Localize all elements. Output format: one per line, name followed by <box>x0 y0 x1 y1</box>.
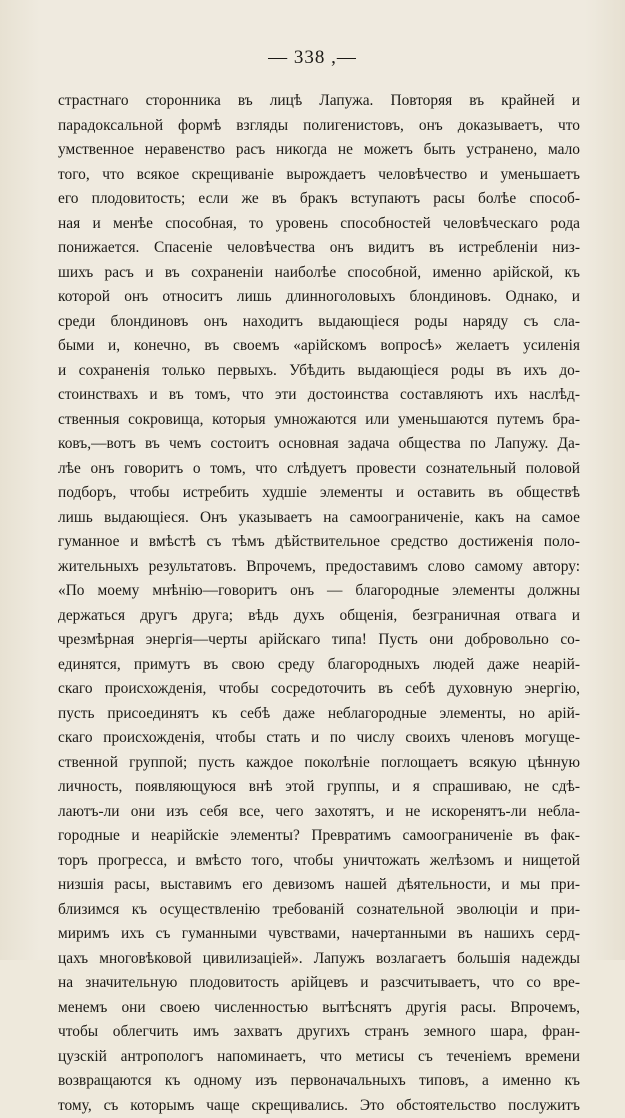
text-line: миримъ ихъ съ гуманными чувствами, начертанными въ нашихъ серд- <box>58 922 580 947</box>
text-line: и сохраненія только первыхъ. Убѣдить выдающіеся роды въ ихъ до- <box>58 359 580 384</box>
text-line: цахъ многовѣковой цивилизаціей». Лапужъ возлагаетъ большія надежды <box>58 947 580 972</box>
text-line: ковъ,—вотъ въ чемъ состоитъ основная задача общества по Лапужу. Да- <box>58 432 580 457</box>
text-line: единятся, примутъ въ свою среду благородныхъ людей даже неарій- <box>58 653 580 678</box>
text-line: тому, съ которымъ чаще скрещивались. Это обстоятельство послужитъ <box>58 1094 580 1118</box>
text-line: страстнаго сторонника въ лицѣ Лапужа. Повторяя въ крайней и <box>58 89 580 114</box>
text-line: подборъ, чтобы истребить худшіе элементы и оставить въ обществѣ <box>58 481 580 506</box>
text-line: близимся къ осуществленію требованій сознательной эволюціи и при- <box>58 898 580 923</box>
text-line: чрезмѣрная энергія—черты арійскаго типа! Пусть они добровольно со- <box>58 628 580 653</box>
text-line: низшія расы, выставимъ его девизомъ нашей дѣятельности, и мы при- <box>58 873 580 898</box>
text-line: понижается. Спасеніе человѣчества онъ видитъ въ истребленіи низ- <box>58 236 580 261</box>
text-line: пусть присоединятъ къ себѣ даже неблагородные элементы, но арій- <box>58 702 580 727</box>
text-line: стоинствахъ и въ томъ, что эти достоинства составляютъ ихъ наслѣд- <box>58 383 580 408</box>
text-line: быми и, конечно, въ своемъ «арійскомъ вопросѣ» желаетъ усиленія <box>58 334 580 359</box>
text-line: менемъ они своею численностью вытѣснятъ другія расы. Впрочемъ, <box>58 996 580 1021</box>
text-line: цузскій антропологъ напоминаетъ, что метисы съ теченіемъ времени <box>58 1045 580 1070</box>
text-line: жительныхъ результатовъ. Впрочемъ, предоставимъ слово самому автору: <box>58 555 580 580</box>
text-line: умственное неравенство расъ никогда не можетъ быть устранено, мало <box>58 138 580 163</box>
text-line: возвращаются къ одному изъ первоначальныхъ типовъ, а именно къ <box>58 1069 580 1094</box>
text-line: ная и менѣе способная, то уровень способностей человѣческаго рода <box>58 212 580 237</box>
text-line: личность, появляющуюся внѣ этой группы, и я спрашиваю, не сдѣ- <box>58 775 580 800</box>
text-line: лѣе онъ говоритъ о томъ, что слѣдуетъ провести сознательный половой <box>58 457 580 482</box>
text-line: торъ прогресса, и вмѣсто того, чтобы уничтожать желѣзомъ и нищетой <box>58 849 580 874</box>
text-line: чтобы облегчить имъ захватъ другихъ странъ земного шара, фран- <box>58 1020 580 1045</box>
text-line: которой онъ относитъ лишь длинноголовыхъ блондиновъ. Однако, и <box>58 285 580 310</box>
text-line: шихъ расъ и въ сохраненіи наиболѣе способной, именно арійской, къ <box>58 261 580 286</box>
text-line: городные и неарійскіе элементы? Превратимъ самоограниченіе въ фак- <box>58 824 580 849</box>
text-line: лишь выдающіеся. Онъ указываетъ на самоограниченіе, какъ на самое <box>58 506 580 531</box>
text-line: скаго происхожденія, чтобы стать и по числу своихъ членовъ могуще- <box>58 726 580 751</box>
text-line: ственныя сокровища, которыя умножаются или уменьшаются путемъ бра- <box>58 408 580 433</box>
body-text <box>58 89 580 1118</box>
text-line: лаютъ-ли они изъ себя все, чего захотятъ, и не искоренятъ-ли небла- <box>58 800 580 825</box>
text-line: парадоксальной формѣ взгляды полигенистовъ, онъ доказываетъ, что <box>58 114 580 139</box>
text-line: среди блондиновъ онъ находитъ выдающіеся роды наряду съ сла- <box>58 310 580 335</box>
text-line: ственной группой; пусть каждое поколѣніе поглощаетъ всякую цѣнную <box>58 751 580 776</box>
text-line: «По моему мнѣнію—говоритъ онъ — благородные элементы должны <box>58 579 580 604</box>
text-line: гуманное и вмѣстѣ съ тѣмъ дѣйствительное средство достиженія поло- <box>58 530 580 555</box>
text-line: скаго происхожденія, чтобы сосредоточить въ себѣ духовную энергію, <box>58 677 580 702</box>
text-line: того, что всякое скрещиваніе вырождаетъ человѣчество и уменьшаетъ <box>58 163 580 188</box>
text-line: держаться другъ друга; вѣдь духъ общенія, безграничная отвага и <box>58 604 580 629</box>
text-line: на значительную плодовитость арійцевъ и разсчитываетъ, что со вре- <box>58 971 580 996</box>
page-number: — 338 ,— <box>0 47 625 69</box>
text-line: его плодовитость; если же въ бракъ вступаютъ расы болѣе способ- <box>58 187 580 212</box>
